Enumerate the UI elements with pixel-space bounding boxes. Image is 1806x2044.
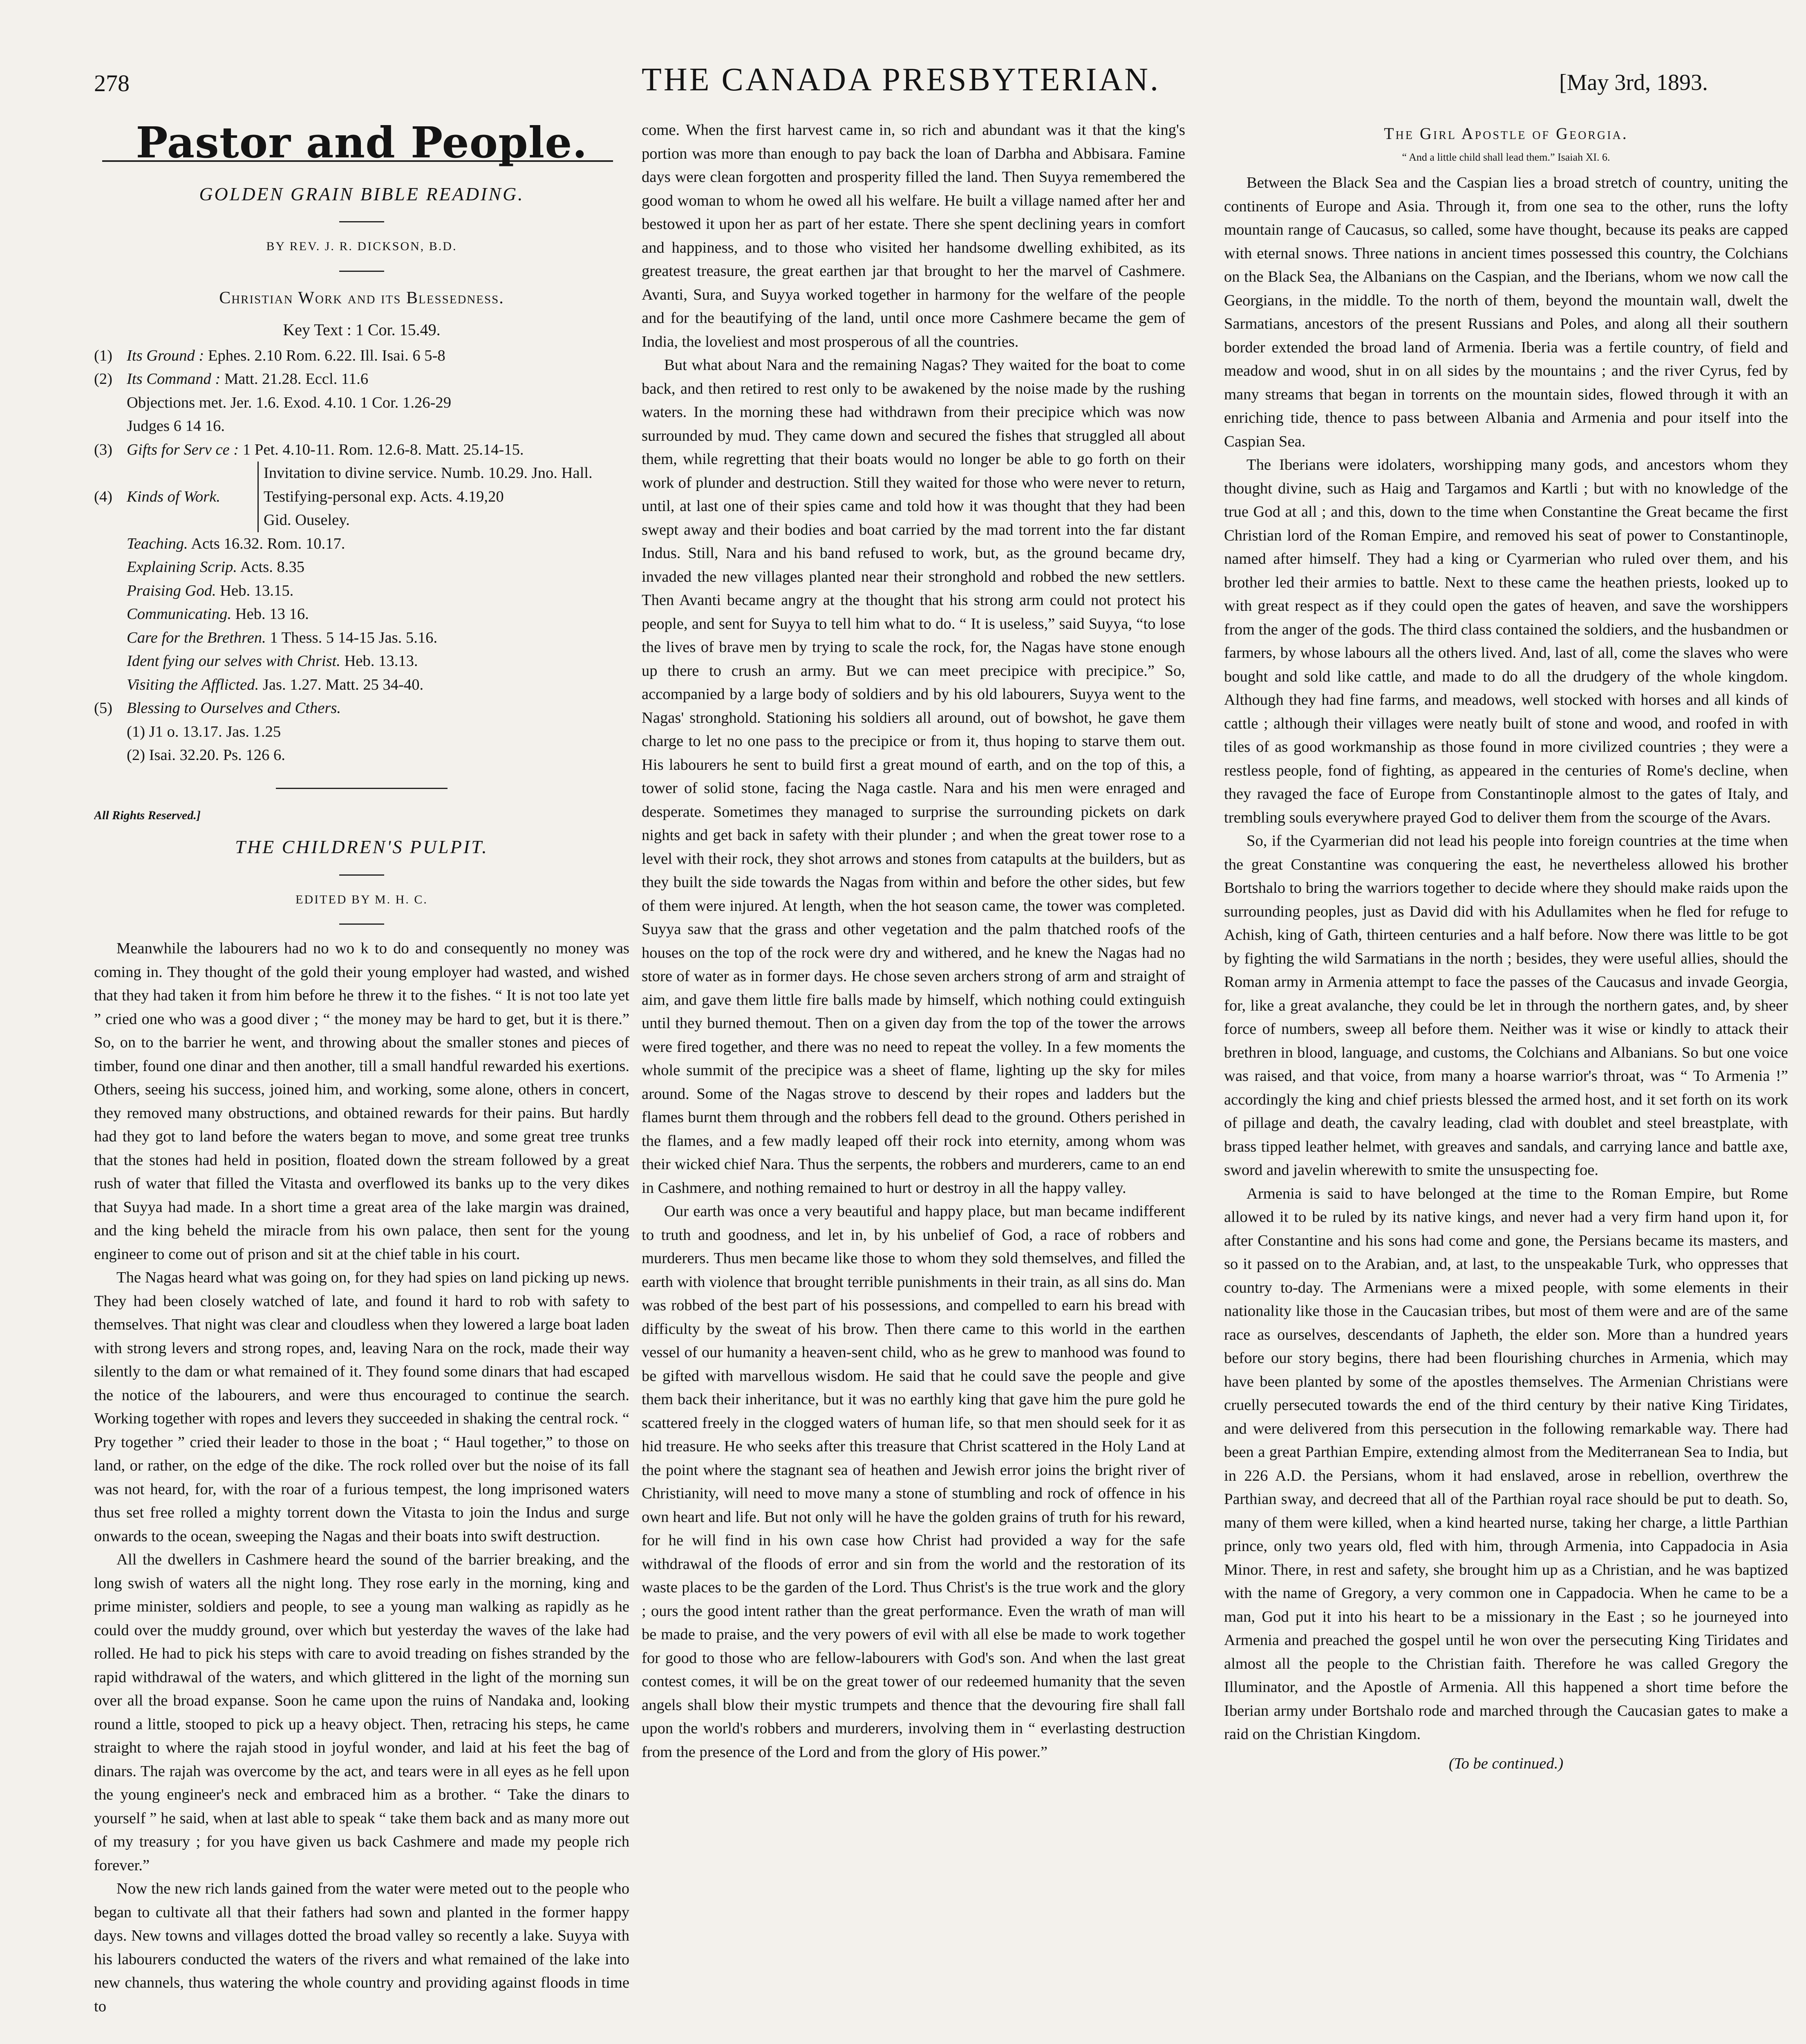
outline-label: Its Command : <box>127 370 221 388</box>
column-2 <box>642 119 1185 2044</box>
girl-apostle-title: The Girl Apostle of Georgia. <box>1384 124 1628 143</box>
work-item <box>127 603 629 626</box>
divider <box>339 874 384 876</box>
work-refs: Heb. 13 16. <box>231 605 309 623</box>
work-item <box>127 673 629 697</box>
to-be-continued: (To be continued.) <box>1448 1755 1564 1772</box>
outline-number: (5) <box>94 699 112 717</box>
kinds-line: Invitation to divine service. Numb. 10.29. Jno. Hall. <box>264 464 593 482</box>
kinds-brace-group <box>257 462 629 532</box>
divider <box>339 271 384 272</box>
outline-label: Blessing to Ourselves and Cthers. <box>127 699 341 717</box>
work-label: Explaining Scrip. <box>127 558 237 576</box>
article-paragraph: Our earth was once a very beautiful and happy place, but man became indifferent to truth and goodness, and let in, by his unbelief of God, a race of robbers and murderers. Thus men became like those to whom they sold themselves, and filled the earth with violence that brought terrible punishments in their train, as all sins do. Man was robbed of the best part of his possessions, and compelled to earn his bread with difficulty by the sweat of his brow. Then there came to this world in the earthen vessel of our humanity a heaven-sent child, who as he grew to manhood was found to be gifted with marvellous wisdom. He said that he could save the people and give them back their inheritance, but it was no earthly king that gave him the pure gold he scattered freely in the clogged waters of human life, so that men should seek for it as hid treasure. He who seeks after this treasure that Christ scattered in the Holy Land at the point where the stagnant sea of heathen and Jewish error joins the bright river of Christianity, will need to move many a stone of stumbling and rock of offence in his own heart and life. But not only will he have the golden grains of truth for his reward, for he will find in his own case how Christ had provided a way for the safe withdrawal of the floods of error and sin from the world and the restoration of its waste places to be the garden of the Lord. Thus Christ's is the true work and the glory ; ours the good intent rather than the great performance. Even the wrath of man will be made to praise, and the very powers of evil with all else be made to work together for good to those who are fellow-labourers with God's son. And when the last great contest comes, it will be on the great tower of our redeemed humanity that the seven angels shall blow their mystic trumpets and thence that the devouring fire shall fall upon the world's robbers and murderers, involving them in “ everlasting destruction from the presence of the Lord and from the glory of His power.” <box>642 1203 1185 1761</box>
outline-item <box>94 344 629 368</box>
outline-label: Its Ground : <box>127 347 204 364</box>
rights-reserved-note: All Rights Reserved.] <box>94 808 201 822</box>
bible-reading-byline: BY REV. J. R. DICKSON, B.D. <box>266 240 457 253</box>
kinds-line: Testifying-personal exp. Acts. 4.19,20 <box>264 488 504 505</box>
section-header: Pastor and People. <box>136 119 588 168</box>
divider <box>339 221 384 222</box>
work-refs: Heb. 13.15. <box>216 582 294 599</box>
outline-refs: Matt. 21.28. Eccl. 11.6 <box>220 370 369 388</box>
kinds-of-work <box>94 462 629 532</box>
outline-number: (1) <box>94 347 112 364</box>
work-label: Teaching. <box>127 535 188 552</box>
bible-outline-blessing <box>94 697 629 720</box>
girl-apostle-epigraph: “ And a little child shall lead them.” Isaiah XI. 6. <box>1402 151 1610 163</box>
work-refs: Acts. 8.35 <box>237 558 305 576</box>
outline-number: (4) <box>94 488 112 505</box>
bible-outline <box>94 344 629 391</box>
outline-item <box>94 697 629 720</box>
blessing-item: (1) J1 o. 13.17. Jas. 1.25 <box>127 723 281 740</box>
childrens-pulpit-title: THE CHILDREN'S PULPIT. <box>235 836 488 857</box>
work-item <box>127 532 629 556</box>
blessing-item: (2) Isai. 32.20. Ps. 126 6. <box>127 746 285 764</box>
article-paragraph: But what about Nara and the remaining Nagas? They waited for the boat to come back, and then retired to rest only to be awakened by the noise made by the rushing waters. In the morning these had withdrawn from their precipice which was now surrounded by mud. They came down and secured the fishes that struggled all about them, while regretting that their boats would no longer be able to go forth on their work of plunder and destruction. Still they waited for those who were never to return, until, at last one of their spies came and told how it was thought that they had been swept away and their bodies and boat carried by the mad torrent into the far distant Indus. Still, Nara and his band refused to work, but, as the ground became dry, invaded the new villages planted near their stronghold and robbed the new settlers. Then Avanti became angry at the thought that his strong arm could not protect his people, and sent for Suyya to tell him what to do. “ It is useless,” said Suyya, “to lose the lives of brave men by trying to scale the rock, for, the Nagas have stone enough up there to crush an army. But we can meet precipice with precipice.” So, accompanied by a large body of soldiers and by his old labourers, Suyya went to the Nagas' stronghold. Stationing his soldiers all around, out of bowshot, he gave them charge to let no one pass to the precipice or from it, thus hoping to starve them out. His labourers he sent to build first a great mound of earth, and on the top of this, a tower of solid stone, facing the Naga castle. Nara and his men were enraged and desperate. Sometimes they managed to surprise the surrounding pickets on dark nights and get back in safety with their plunder ; and when the great tower rose to a level with their rock, they shot arrows and stones from catapults at the builders, but as they built the side towards the Nagas from within and before the other sides, but few of them were injured. At length, when the hot season came, the tower was completed. Suyya saw that the grass and other vegetation and the palm thatched roofs of the houses on the top of the rock were dry and withered, and he knew the Nagas had no store of water as in former days. He chose seven archers strong of arm and straight of aim, and gave them little fire balls made by himself, which nothing could extinguish until they burned themout. Then on a given day from the top of the tower the arrows were fired together, and there was no need to repeat the volley. In a few moments the whole summit of the precipice was a sheet of flame, lighting up the sky for miles around. Some of the Nagas strove to descend by their ropes and ladders but the flames burnt them through and the robbers fell dead to the ground. Others perished in the flames, and a few madly leaped off their rock into eternity, among whom was their wicked chief Nara. Thus the serpents, the robbers and murderers, came to an end in Cashmere, and nothing remained to hurt or destroy in all the happy valley. <box>642 356 1185 1197</box>
work-label: Communicating. <box>127 605 232 623</box>
page-header <box>94 61 1708 106</box>
objections-line: Judges 6 14 16. <box>127 417 225 435</box>
work-refs: Heb. 13.13. <box>340 652 418 670</box>
article-paragraph: Now the new rich lands gained from the water were meted out to the people who began to cultivate all that their fathers had sown and planted in the former happy days. New towns and villages dotted the broad valley so recently a lake. Suyya with his labourers conducted the waters of the rivers and what remained of the lake into new channels, thus watering the whole country and providing against floods in time to <box>94 1880 629 2015</box>
article-paragraph: All the dwellers in Cashmere heard the sound of the barrier breaking, and the long swish of waters all the night long. They rose early in the morning, king and prime minister, soldiers and people, to see a young man walking as rapidly as he could over the muddy ground, over which but yesterday the waves of the lake had rolled. He had to pick his steps with care to avoid treading on fishes stranded by the rapid withdrawal of the waters, and which glittered in the light of the morning sun over all the broad expanse. Soon he came upon the ruins of Nandaka and, looking round a little, stooped to pick up a heavy object. Then, retracing his steps, he came straight to where the rajah stood in joyful wonder, and laid at his feet the bag of dinars. The rajah was overcome by the act, and tears were in all eyes as he fell upon the young engineer's neck and embraced him as a brother. “ Take the dinars to yourself ” he said, when at last able to speak “ take them back and as many more out of my treasury ; for you have given us back Cashmere and made my people rich forever.” <box>94 1551 629 1874</box>
article-paragraph: Armenia is said to have belonged at the time to the Roman Empire, but Rome allowed it to be ruled by its native kings, and never had a very firm hand upon it, for after Constantine and his sons had come and gone, the Persians became its masters, and so it passed on to the Arabian, and, at last, to the unspeakable Turk, who oppresses that country to-day. The Armenians were a mixed people, with some elements in their nationality like those in the Caucasian tribes, but most of them were and are of the same race as ourselves, descendants of Japheth, the elder son. More than a hundred years before our story begins, there had been flourishing churches in Armenia, which may have been planted by some of the apostles themselves. The Armenian Christians were cruelly persecuted towards the end of the third century by their native King Tiridates, and were delivered from this persecution in the following remarkable way. There had been a great Parthian Empire, extending almost from the Mediterranean Sea to India, but in 226 A.D. the Persians, whom it had enslaved, arose in rebellion, overthrew the Parthian sway, and decreed that all of the Parthian royal race should be put to death. So, many of them were killed, when a kind hearted nurse, taking her charge, a little Parthian prince, only two years old, fled with him, through Armenia, into Cappadocia in Asia Minor. There, in rest and safety, she brought him up as a Christian, and he was baptized with the name of Gregory, a very common one in Cappadocia. When he came to be a man, God put it into his heart to be a missionary in the East ; so he journeyed into Armenia and preached the gospel until he won over the persecuting King Tiridates and almost all the people to the Christian faith. Therefore he was called Gregory the Illuminator, and the Apostle of Armenia. All this happened a short time before the Iberian army under Bortshalo rode and marched through the Caucasian gates to make a raid on the Christian Kingdom. <box>1224 1185 1788 1743</box>
objections-list <box>127 391 629 438</box>
column-1 <box>94 119 629 2044</box>
work-items <box>127 532 629 697</box>
kinds-label <box>94 462 257 532</box>
article-paragraph: Meanwhile the labourers had no wo k to do and consequently no money was coming in. They thought of the gold their young employer had wasted, and wished that they had taken it from him before he threw it to the fishes. “ It is not too late yet ” cried one who was a good diver ; “ the money may be hard to get, but it is there.” So, on to the barrier he went, and throwing about the smaller stones and pieces of timber, found one dinar and then another, till a small handful rewarded his exertions. Others, seeing his success, joined him, and working, some alone, others in concert, they removed many obstructions, and obtained rewards for their pains. But hardly had they got to land before the waters began to move, and some great tree trunks that the stones had held in position, floated down the stream followed by a great rush of water that filled the Vitasta and overflowed its banks up to the very dikes that Suyya had made. In a short time a great area of the lake margin was drained, and the king beheld the miracle from his own palace, then sent for the young engineer to come out of prison and sit at the chief table in his court. <box>94 940 629 1263</box>
article-paragraph: The Iberians were idolaters, worshipping many gods, and ancestors whom they thought divine, such as Haig and Targamos and Kartli ; but with no knowledge of the true God at all ; and this, down to the time when Constantine the Great became the first Christian lord of the Roman Empire, and removed his seat of power to Constantinople, named after himself. They had a king or Cyarmerian who ruled over them, and his brother led their armies to battle. Next to these came the heathen priests, looked up to with great respect as if they could open the gates of heaven, and save the worshippers from the anger of the gods. The third class contained the soldiers, and the husbandmen or farmers, by whose labours all the others lived. And, last of all, come the slaves who were bought and sold like cattle, and made to do all the drudgery of the whole kingdom. Although they had fine farms, and meadows, well stocked with horses and all kinds of cattle ; although their villages were neatly built of stone and wood, and roofed in with tiles of as good workmanship as those found in more civilized countries ; they were a restless people, fond of fighting, as appeared in the centuries of Rome's decline, when they ravaged the face of Europe from Constantinople almost to the gates of Italy, and trembling souls everywhere prayed God to deliver them from the scourge of the Avars. <box>1224 456 1788 826</box>
article-paragraph: The Nagas heard what was going on, for they had spies on land picking up news. They had been closely watched of late, and found it hard to rob with safety to themselves. That night was clear and cloudless when they lowered a large boat laden with strong levers and strong ropes, and, leaving Nara on the rock, made their way silently to the dam or what remained of it. They found some dinars that had escaped the notice of the labourers, and were thus encouraged to continue the search. Working together with ropes and levers they succeeded in shaking the central rock. “ Pry together ” cried their leader to those in the boat ; “ Haul together,” to those on land, or rather, on the edge of the dike. The rock rolled over but the noise of its fall was not heard, for, with the roar of a furious tempest, the long imprisoned waters thus set free rolled a mighty torrent down the Vitasta to join the Indus and surge onwards to the ocean, sweeping the Nagas and their boats into swift destruction. <box>94 1269 629 1545</box>
outline-label: Kinds of Work. <box>127 488 221 505</box>
work-item <box>127 626 629 650</box>
outline-item <box>94 368 629 391</box>
divider <box>339 923 384 925</box>
outline-number: (2) <box>94 370 112 388</box>
work-refs: Jas. 1.27. Matt. 25 34-40. <box>259 676 424 693</box>
bible-reading-title: GOLDEN GRAIN BIBLE READING. <box>199 183 524 204</box>
bible-outline-gifts <box>94 438 629 462</box>
blessing-items <box>127 720 629 767</box>
work-label: Ident fying our selves with Christ. <box>127 652 340 670</box>
page-number: 278 <box>94 70 130 96</box>
outline-item <box>94 438 629 462</box>
work-label: Care for the Brethren. <box>127 629 266 646</box>
key-text: Key Text : 1 Cor. 15.49. <box>283 320 441 339</box>
article-paragraph: So, if the Cyarmerian did not lead his people into foreign countries at the time when the great Constantine was conquering the east, he nevertheless allowed his brother Bortshalo to bring the warriors together to decide where they should make raids upon the surrounding peoples, just as David did with his Adullamites when he fled for refuge to Achish, king of Gath, thirteen centuries and a half before. Now there was little to be got by fighting the wild Sarmatians in the north ; besides, they were useful allies, should the Roman army in Armenia attempt to face the passes of the Caucasus and invade Georgia, for, like a great avalanche, they could be let in through the northern gates, and, by sheer force of numbers, sweep all before them. Neither was it wise or kindly to attack their brethren in blood, language, and customs, the Colchians and Albanians. So but one voice was raised, and that voice, from many a hoarse warrior's throat, was “ To Armenia !” accordingly the king and chief priests blessed the armed host, and it set forth on its work of pillage and death, the cavalry leading, clad with doublet and steel breastplate, with brass tipped leather helmet, with greaves and sandals, and carrying lance and battle axe, sword and javelin wherewith to smite the unsuspecting foe. <box>1224 832 1788 1179</box>
publication-title: THE CANADA PRESBYTERIAN. <box>642 62 1160 98</box>
work-item <box>127 650 629 673</box>
outline-refs: Ephes. 2.10 Rom. 6.22. Ill. Isai. 6 5-8 <box>204 347 445 364</box>
article-paragraph: come. When the first harvest came in, so rich and abundant was it that the king's portion was more than enough to pay back the loan of Darbha and Abbisara. Famine days were clean forgotten and prosperity filled the land. Then Suyya remembered the good woman to whom he owed all his welfare. He built a village named after her and bestowed it upon her as part of her estate. There she spent declining years in comfort and happiness, and to those who visited her handsome dwelling exhibited, as its greatest treasure, the great earthen jar that brought to her the marvel of Cashmere. Avanti, Sura, and Suyya worked together in harmony for the welfare of the people and for the beautifying of the land, until once more Cashmere became the gem of India, the loveliest and most prosperous of all the countries. <box>642 121 1185 350</box>
work-refs: 1 Thess. 5 14-15 Jas. 5.16. <box>266 629 438 646</box>
outline-number: (3) <box>94 441 112 458</box>
issue-date: [May 3rd, 1893. <box>1559 70 1708 95</box>
article-paragraph: Between the Black Sea and the Caspian lies a broad stretch of country, uniting the continents of Europe and Asia. Through it, from one sea to the other, runs the lofty mountain range of Caucasus, so called, some have thought, because its peaks are capped with eternal snows. Three nations in ancient times possessed this country, the Colchians on the Black Sea, the Albanians on the Caspian, and the Iberians, whom we now call the Georgians, in the middle. To the north of them, beyond the mountain wall, dwelt the Sarmatians, ancestors of the present Russians and Poles, and along all their southern border extended the broad land of Armenia. Iberia was a fertile country, of field and meadow and wood, shut in on all sides by the mountains ; and the river Cyrus, fed by many streams that began in torrents on the mountain sides, flowed through it with an enriching tide, thence to pass between Albania and Armenia and pour itself into the Caspian Sea. <box>1224 174 1788 450</box>
work-label: Visiting the Afflicted. <box>127 676 259 693</box>
column-3 <box>1224 119 1788 2044</box>
childrens-pulpit-byline: EDITED BY M. H. C. <box>295 892 428 906</box>
work-item <box>127 579 629 603</box>
objections-line: Objections met. Jer. 1.6. Exod. 4.10. 1 Cor. 1.26-29 <box>127 394 451 411</box>
outline-label: Gifts for Serv ce : <box>127 441 239 458</box>
work-refs: Acts 16.32. Rom. 10.17. <box>188 535 345 552</box>
divider <box>276 788 448 789</box>
work-item <box>127 556 629 579</box>
outline-refs: 1 Pet. 4.10-11. Rom. 12.6-8. Matt. 25.14-15. <box>239 441 524 458</box>
kinds-line: Gid. Ouseley. <box>264 511 350 529</box>
work-label: Praising God. <box>127 582 216 599</box>
bible-reading-subtitle: Christian Work and its Blessedness. <box>219 288 504 307</box>
